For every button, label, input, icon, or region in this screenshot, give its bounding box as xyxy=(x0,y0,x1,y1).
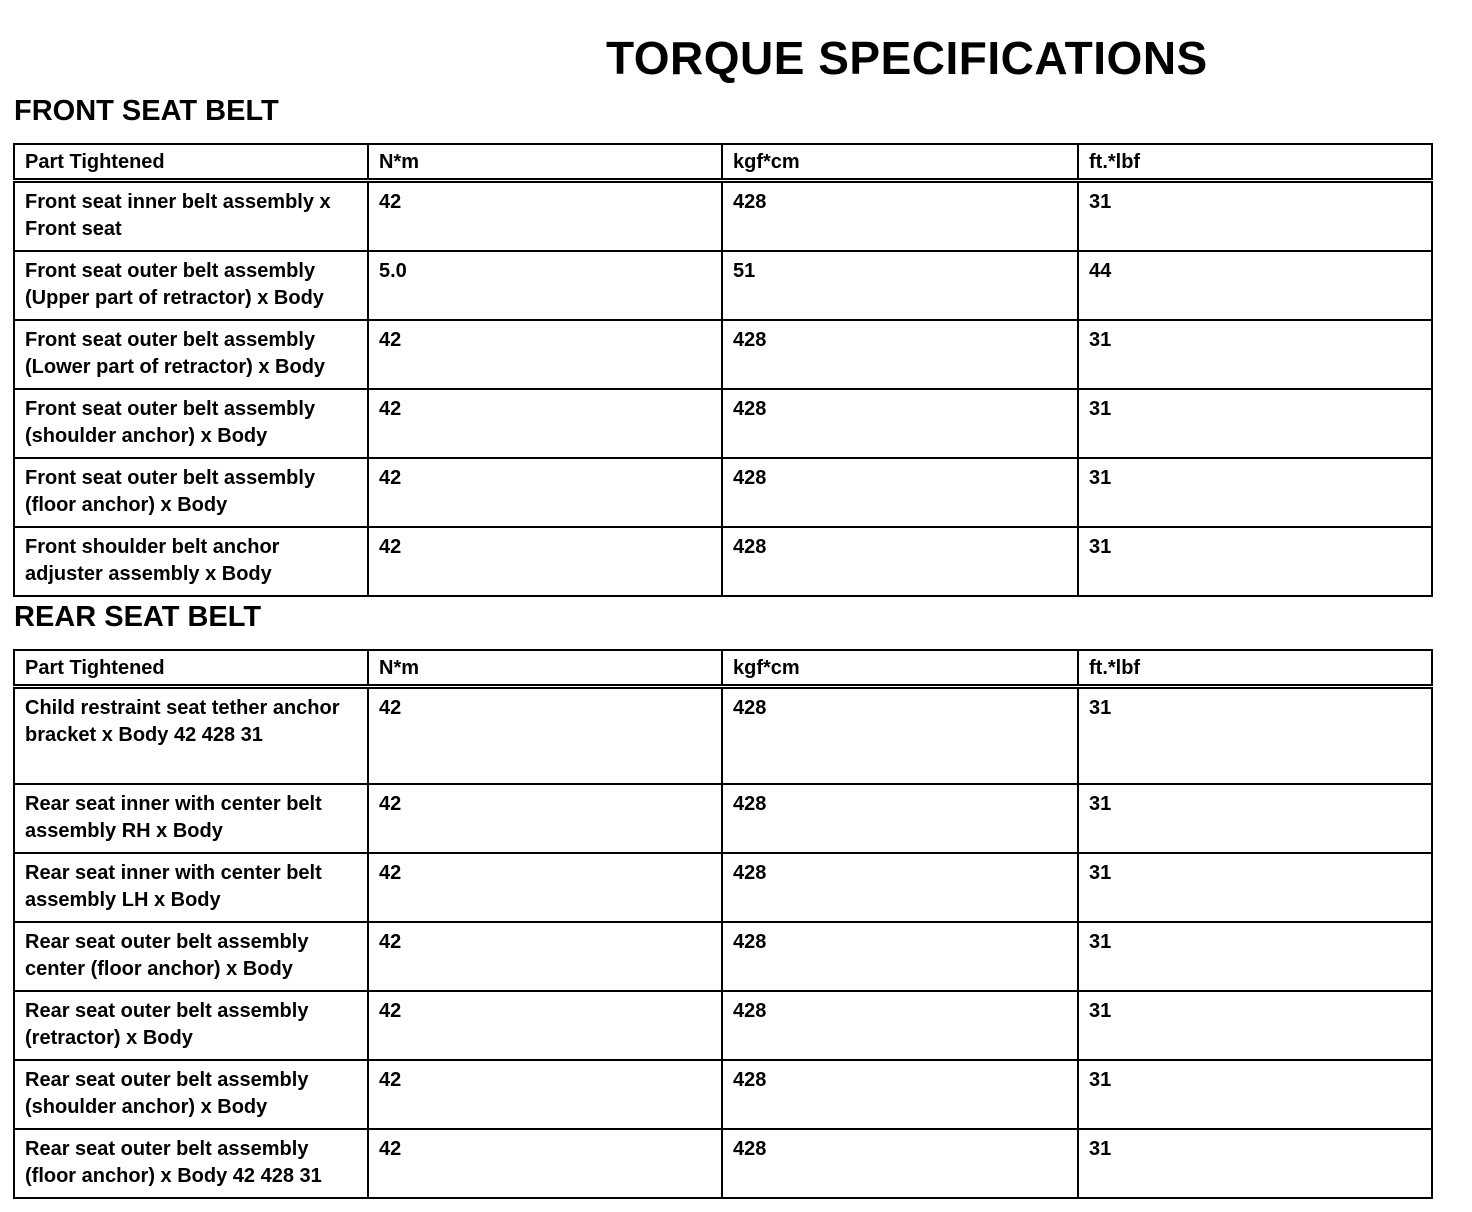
table-row xyxy=(14,784,1432,853)
part-cell: Rear seat outer belt assembly (floor anchor) x Body 42 428 31 xyxy=(14,1129,368,1198)
part-cell: Front seat outer belt assembly (shoulder anchor) x Body xyxy=(14,389,368,458)
nm-cell: 42 xyxy=(368,458,722,527)
table-row xyxy=(14,320,1432,389)
column-header-nm: N*m xyxy=(368,650,722,687)
table-row xyxy=(14,389,1432,458)
ft-cell: 31 xyxy=(1078,389,1432,458)
nm-cell: 42 xyxy=(368,181,722,252)
ft-cell: 31 xyxy=(1078,922,1432,991)
kgf-cell: 428 xyxy=(722,784,1078,853)
table-row xyxy=(14,251,1432,320)
column-header-part: Part Tightened xyxy=(14,650,368,687)
kgf-cell: 428 xyxy=(722,853,1078,922)
ft-cell: 31 xyxy=(1078,527,1432,596)
part-cell: Child restraint seat tether anchor bracket x Body 42 428 31 xyxy=(14,687,368,785)
nm-cell: 42 xyxy=(368,687,722,785)
nm-cell: 5.0 xyxy=(368,251,722,320)
kgf-cell: 428 xyxy=(722,1060,1078,1129)
part-cell: Rear seat outer belt assembly (shoulder anchor) x Body xyxy=(14,1060,368,1129)
ft-cell: 31 xyxy=(1078,181,1432,252)
table-header-row xyxy=(14,650,1432,687)
part-cell: Front shoulder belt anchor adjuster assembly x Body xyxy=(14,527,368,596)
table-row xyxy=(14,1060,1432,1129)
column-header-ft: ft.*lbf xyxy=(1078,650,1432,687)
front-seat-belt-table xyxy=(13,143,1433,597)
kgf-cell: 428 xyxy=(722,527,1078,596)
front-seat-belt-heading: FRONT SEAT BELT xyxy=(14,95,279,127)
column-header-nm: N*m xyxy=(368,144,722,181)
table-row xyxy=(14,991,1432,1060)
kgf-cell: 428 xyxy=(722,389,1078,458)
rear-seat-belt-table xyxy=(13,649,1433,1199)
kgf-cell: 428 xyxy=(722,1129,1078,1198)
ft-cell: 31 xyxy=(1078,1129,1432,1198)
column-header-kgf: kgf*cm xyxy=(722,650,1078,687)
table-row xyxy=(14,1129,1432,1198)
column-header-kgf: kgf*cm xyxy=(722,144,1078,181)
nm-cell: 42 xyxy=(368,853,722,922)
nm-cell: 42 xyxy=(368,527,722,596)
part-cell: Rear seat inner with center belt assembly RH x Body xyxy=(14,784,368,853)
nm-cell: 42 xyxy=(368,320,722,389)
nm-cell: 42 xyxy=(368,1129,722,1198)
table-row xyxy=(14,527,1432,596)
kgf-cell: 51 xyxy=(722,251,1078,320)
ft-cell: 31 xyxy=(1078,1060,1432,1129)
table-row xyxy=(14,458,1432,527)
rear-seat-belt-heading: REAR SEAT BELT xyxy=(14,601,262,633)
part-cell: Front seat outer belt assembly (Lower part of retractor) x Body xyxy=(14,320,368,389)
ft-cell: 31 xyxy=(1078,320,1432,389)
table-row xyxy=(14,687,1432,785)
part-cell: Rear seat outer belt assembly center (floor anchor) x Body xyxy=(14,922,368,991)
ft-cell: 31 xyxy=(1078,687,1432,785)
ft-cell: 31 xyxy=(1078,991,1432,1060)
table-row xyxy=(14,853,1432,922)
kgf-cell: 428 xyxy=(722,181,1078,252)
page-title: TORQUE SPECIFICATIONS xyxy=(606,32,1208,84)
ft-cell: 31 xyxy=(1078,853,1432,922)
table-header-row xyxy=(14,144,1432,181)
kgf-cell: 428 xyxy=(722,458,1078,527)
kgf-cell: 428 xyxy=(722,687,1078,785)
part-cell: Rear seat inner with center belt assembly LH x Body xyxy=(14,853,368,922)
ft-cell: 31 xyxy=(1078,458,1432,527)
kgf-cell: 428 xyxy=(722,922,1078,991)
part-cell: Rear seat outer belt assembly (retractor) x Body xyxy=(14,991,368,1060)
kgf-cell: 428 xyxy=(722,320,1078,389)
table-row xyxy=(14,181,1432,252)
ft-cell: 44 xyxy=(1078,251,1432,320)
column-header-ft: ft.*lbf xyxy=(1078,144,1432,181)
column-header-part: Part Tightened xyxy=(14,144,368,181)
nm-cell: 42 xyxy=(368,784,722,853)
part-cell: Front seat outer belt assembly (floor anchor) x Body xyxy=(14,458,368,527)
nm-cell: 42 xyxy=(368,1060,722,1129)
nm-cell: 42 xyxy=(368,389,722,458)
part-cell: Front seat outer belt assembly (Upper part of retractor) x Body xyxy=(14,251,368,320)
nm-cell: 42 xyxy=(368,922,722,991)
nm-cell: 42 xyxy=(368,991,722,1060)
part-cell: Front seat inner belt assembly x Front seat xyxy=(14,181,368,252)
table-row xyxy=(14,922,1432,991)
ft-cell: 31 xyxy=(1078,784,1432,853)
kgf-cell: 428 xyxy=(722,991,1078,1060)
